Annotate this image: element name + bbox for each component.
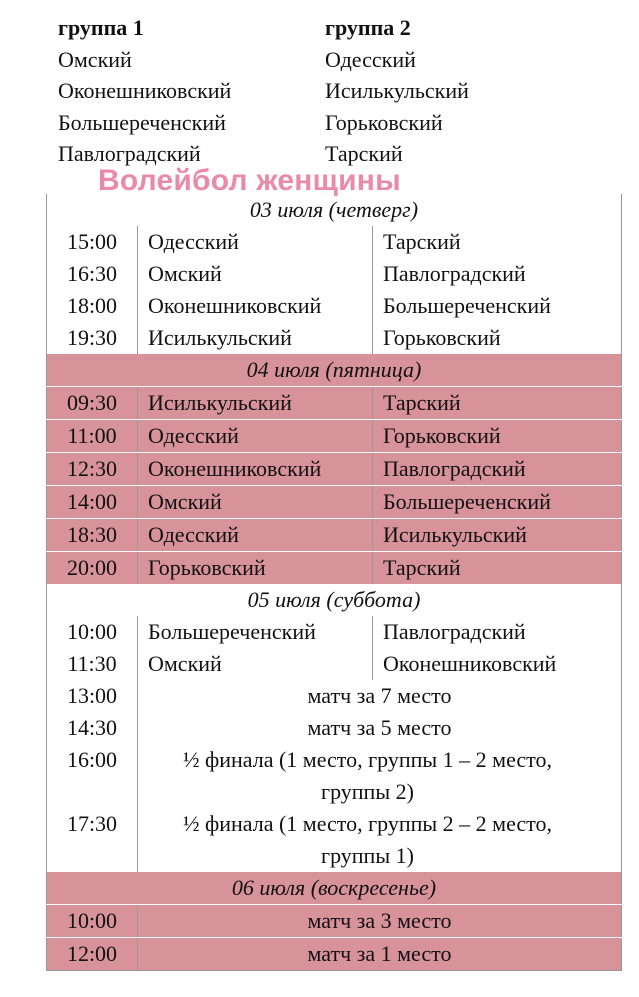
- match-time: 13:00: [47, 680, 138, 712]
- match-time: 14:30: [47, 712, 138, 744]
- match-time: 19:30: [47, 322, 138, 354]
- match-away: Большереченский: [373, 486, 622, 519]
- day-header-row: [47, 872, 622, 905]
- match-time: 16:00: [47, 744, 138, 808]
- match-row: [47, 290, 622, 322]
- match-row: [47, 648, 622, 680]
- group-2-title: группа 2: [325, 15, 411, 40]
- group-2-team: Горьковский: [325, 109, 443, 135]
- match-description: ½ финала (1 место, группы 1 – 2 место, группы 2): [138, 744, 622, 808]
- day-header-row: [47, 354, 622, 387]
- match-description: матч за 1 место: [138, 938, 622, 971]
- match-row: [47, 680, 622, 712]
- match-away: Исилькульский: [373, 519, 622, 552]
- match-away: Горьковский: [373, 322, 622, 354]
- match-away: Оконешниковский: [373, 648, 622, 680]
- match-time: 20:00: [47, 552, 138, 585]
- match-home: Одесский: [138, 519, 373, 552]
- match-row: [47, 552, 622, 585]
- match-row: [47, 258, 622, 290]
- match-row: [47, 616, 622, 648]
- match-home: Горьковский: [138, 552, 373, 585]
- match-row: [47, 519, 622, 552]
- match-time: 16:30: [47, 258, 138, 290]
- match-row: [47, 387, 622, 420]
- match-away: Большереченский: [373, 290, 622, 322]
- match-time: 11:30: [47, 648, 138, 680]
- match-home: Омский: [148, 261, 222, 286]
- match-home: Исилькульский: [148, 325, 292, 350]
- group-2-team: Тарский: [325, 141, 403, 166]
- match-home: Большереченский: [148, 619, 316, 644]
- match-row: [47, 905, 622, 938]
- match-time: 18:30: [47, 519, 138, 552]
- group-1-title: группа 1: [58, 15, 144, 40]
- match-row: [47, 226, 622, 258]
- match-row: [47, 744, 622, 808]
- match-time: 10:00: [47, 616, 138, 648]
- group-1-column: [58, 12, 231, 170]
- group-2-team: Одесский: [325, 46, 416, 72]
- match-time: 18:00: [47, 290, 138, 322]
- match-home: Исилькульский: [138, 387, 373, 420]
- match-description: матч за 7 место: [138, 680, 622, 712]
- day-header-row: [47, 584, 622, 616]
- match-away: Тарский: [373, 387, 622, 420]
- match-home: Оконешниковский: [138, 453, 373, 486]
- group-1-team: Оконешниковский: [58, 78, 232, 103]
- match-away: Горьковский: [373, 420, 622, 453]
- group-1-team: Омский: [58, 46, 132, 72]
- match-home: Одесский: [148, 229, 239, 254]
- match-time: 15:00: [47, 226, 138, 258]
- group-2-team: Исилькульский: [325, 78, 469, 103]
- match-description: матч за 3 место: [138, 905, 622, 938]
- match-time: 14:00: [47, 486, 138, 519]
- match-home: Омский: [138, 486, 373, 519]
- group-1-team: Большереченский: [58, 109, 226, 135]
- match-row: [47, 486, 622, 519]
- match-time: 10:00: [47, 905, 138, 938]
- page-title: Волейбол женщины: [98, 164, 401, 197]
- match-away: Павлоградский: [373, 453, 622, 486]
- match-row: [47, 420, 622, 453]
- match-time: 17:30: [47, 808, 138, 872]
- day-label: 03 июля (четверг): [47, 194, 622, 226]
- match-away: Павлоградский: [373, 258, 622, 290]
- match-time: 12:30: [47, 453, 138, 486]
- group-2-column: [325, 12, 469, 170]
- match-away: Тарский: [373, 552, 622, 585]
- match-home: Оконешниковский: [148, 293, 322, 318]
- schedule-table: [46, 194, 622, 971]
- match-row: [47, 712, 622, 744]
- match-time: 09:30: [47, 387, 138, 420]
- match-row: [47, 938, 622, 971]
- match-row: [47, 808, 622, 872]
- match-description: ½ финала (1 место, группы 2 – 2 место, группы 1): [138, 808, 622, 872]
- day-header-row: [47, 194, 622, 226]
- match-home: Омский: [148, 651, 222, 676]
- match-description: матч за 5 место: [138, 712, 622, 744]
- match-time: 11:00: [47, 420, 138, 453]
- match-home: Одесский: [138, 420, 373, 453]
- match-time: 12:00: [47, 938, 138, 971]
- day-label: 05 июля (суббота): [47, 584, 622, 616]
- group-1-team: Павлоградский: [58, 141, 201, 166]
- day-label: 04 июля (пятница): [47, 354, 622, 387]
- match-away: Тарский: [373, 226, 622, 258]
- match-away: Павлоградский: [373, 616, 622, 648]
- match-row: [47, 322, 622, 354]
- match-row: [47, 453, 622, 486]
- day-label: 06 июля (воскресенье): [47, 872, 622, 905]
